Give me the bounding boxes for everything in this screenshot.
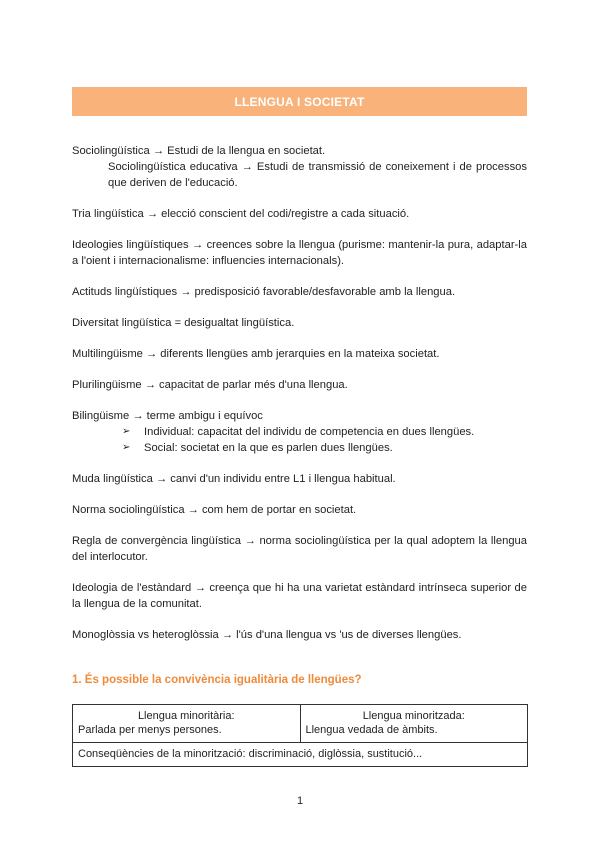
table-row [73, 743, 528, 767]
cell-text: Llengua vedada de àmbits. [305, 724, 438, 736]
definition-regla: Regla de convergència lingüística → norma sociolingüística per la qual adoptem la llengua del interlocutor. [72, 535, 527, 563]
definition-norma: Norma sociolingüística → com hem de portar en societat. [72, 504, 357, 516]
arrow-bullet-icon: ➢ [122, 426, 131, 437]
definition-sociolinguistica: Sociolingüística → Estudi de la llengua en societat. [72, 145, 326, 157]
section-title-banner [72, 87, 527, 116]
definition-multilinguisme: Multilingüisme → diferents llengües amb jerarquies en la mateixa societat. [72, 348, 440, 360]
section-title: LLENGUA I SOCIETAT [234, 94, 365, 109]
cell-title: Llengua minoritària: [137, 710, 235, 722]
table-cell-minoritzada [300, 705, 528, 743]
definition-ideologia-estandard: Ideologia de l'estàndard → creença que hi ha una varietat estàndard intrínseca superior de la llengua de la comunitat. [72, 582, 527, 610]
definition-actituds: Actituds lingüístiques → predisposició favorable/desfavorable amb la llengua. [72, 286, 456, 298]
definition-monoglossia: Monoglòssia vs heteroglòssia → l'ús d'una llengua vs 'us de diverses llengües. [72, 629, 462, 641]
table-cell-consequencies: Conseqüències de la minorització: discriminació, diglòssia, sustitució... [73, 743, 528, 767]
languages-table [72, 704, 528, 767]
page-number: 1 [296, 795, 304, 807]
list-item [122, 424, 527, 440]
table-row [73, 705, 528, 743]
cell-title: Llengua minoritzada: [362, 710, 465, 722]
definition-ideologies: Ideologies lingüístiques → creences sobre la llengua (purisme: mantenir-la pura, adaptar-la a l'oient i internacionalisme: influencies internacionals). [72, 239, 527, 267]
bilinguisme-list [72, 424, 527, 456]
definition-sociolinguistica-educativa: Sociolingüística educativa → Estudi de transmissió de coneixement i de processos que deriven de l'educació. [108, 161, 527, 189]
definitions-list [72, 143, 527, 643]
definition-muda: Muda lingüística → canvi d'un individu entre L1 i llengua habitual. [72, 473, 396, 485]
cell-text: Parlada per menys persones. [78, 724, 222, 736]
arrow-bullet-icon: ➢ [122, 442, 131, 453]
definition-plurilinguisme: Plurilingüisme → capacitat de parlar més d'una llengua. [72, 379, 348, 391]
definition-bilinguisme: Bilingüisme → terme ambigu i equívoc [72, 410, 263, 422]
list-item-text: Social: societat en la que es parlen dues llengües. [144, 442, 393, 454]
table-cell-minoritaria [73, 705, 301, 743]
list-item-text: Individual: capacitat del individu de competencia en dues llengües. [144, 426, 475, 438]
list-item [122, 440, 527, 456]
definition-diversitat: Diversitat lingüística = desigualtat lingüística. [72, 317, 295, 329]
question-heading: 1. És possible la convivència igualitària de llengües? [72, 674, 362, 686]
definition-tria: Tria lingüística → elecció conscient del codi/registre a cada situació. [72, 208, 410, 220]
